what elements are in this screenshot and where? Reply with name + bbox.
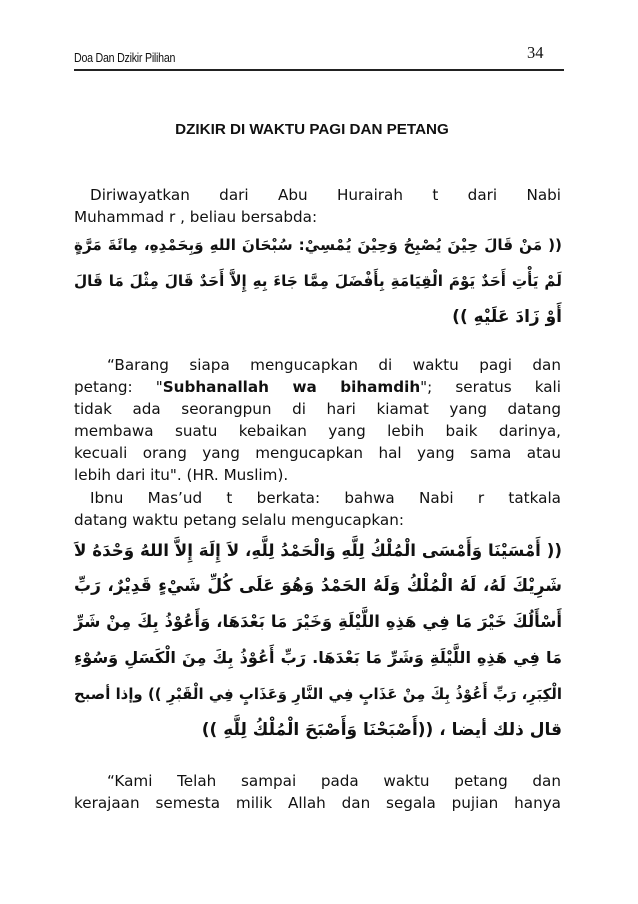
- translation2-paragraph: [74, 770, 561, 814]
- arabic-line: (( أَمْسَيْنَا وَأَمْسَى الْمُلْكُ لِلَّهِ وَالْحَمْدُ لِلَّهِ، لاَ إِلَهَ إِلاَّ اللهُ وَحْدَهُ لاَ: [74, 540, 562, 560]
- intro-line: Diriwayatkan dari Abu Hurairah t dari Nabi: [90, 186, 561, 204]
- translation-line: [74, 376, 561, 398]
- page-number: 34: [527, 43, 544, 62]
- hadith2-arabic: [74, 532, 562, 748]
- dhikr-phrase: Subhanallah wa bihamdih: [162, 378, 421, 396]
- narration-line: datang waktu petang selalu mengucapkan:: [74, 511, 404, 529]
- running-header-title: Doa Dan Dzikir Pilihan: [74, 50, 176, 65]
- arabic-line: لَمْ يَأْتِ أَحَدٌ يَوْمَ الْقِيَامَةِ بِأَفْضَلَ مِمَّا جَاءَ بِهِ إِلاَّ أَحَدٌ قَالَ مِثْلَ مَا قَالَ: [74, 272, 562, 290]
- translation-line: kecuali orang yang mengucapkan hal yang sama atau: [74, 444, 561, 462]
- translation-line: “Barang siapa mengucapkan di waktu pagi dan: [107, 356, 561, 374]
- narration-line: Ibnu Mas’ud t berkata: bahwa Nabi r tatkala: [90, 489, 561, 507]
- section-title: DZIKIR DI WAKTU PAGI DAN PETANG: [175, 121, 449, 138]
- text-fragment: petang: ": [74, 378, 163, 396]
- hadith1-arabic: [74, 227, 562, 335]
- translation-line: membawa suatu kebaikan yang lebih baik darinya,: [74, 422, 561, 440]
- text-fragment: "; seratus kali: [420, 378, 561, 396]
- header-rule: [74, 69, 564, 71]
- arabic-line: الْكِبَرِ، رَبِّ أَعُوْذُ بِكَ مِنْ عَذَابٍ فِي النَّارِ وَعَذَابٍ فِي الْقَبْرِ )) وإذا أصبح: [74, 685, 562, 703]
- translation-line: tidak ada seorangpun di hari kiamat yang datang: [74, 400, 561, 418]
- intro-paragraph: [74, 184, 561, 228]
- arabic-line: قال ذلك أيضا ، ((أَصْبَحْنَا وَأَصْبَحَ الْمُلْكُ لِلَّهِ )): [201, 720, 562, 740]
- translation-line: “Kami Telah sampai pada waktu petang dan: [107, 772, 561, 790]
- intro-line: Muhammad r , beliau bersabda:: [74, 208, 318, 226]
- arabic-line: أَوْ زَادَ عَلَيْهِ )): [452, 307, 562, 327]
- arabic-line: شَرِيْكَ لَهُ، لَهُ الْمُلْكُ وَلَهُ الحَمْدُ وَهُوَ عَلَى كُلِّ شَيْءٍ قَدِيْرٌ، رَبِّ: [74, 576, 562, 596]
- translation1-paragraph: [74, 354, 561, 486]
- arabic-line: (( مَنْ قَالَ حِيْنَ يُصْبِحُ وَحِيْنَ يُمْسِيْ: سُبْحَانَ اللهِ وَبِحَمْدِهِ، مِائَةَ مَرَّةٍ: [74, 236, 562, 254]
- translation-line: kerajaan semesta milik Allah dan segala pujian hanya: [74, 794, 561, 812]
- narration2-paragraph: [74, 487, 561, 531]
- arabic-line: أَسْأَلُكَ خَيْرَ مَا فِي هَذِهِ اللَّيْلَةِ وَخَيْرَ مَا بَعْدَهَا، وَأَعُوْذُ بِكَ مِنْ شَرِّ: [74, 612, 562, 631]
- translation-line: lebih dari itu". (HR. Muslim).: [74, 466, 289, 484]
- arabic-line: مَا فِي هَذِهِ اللَّيْلَةِ وَشَرِّ مَا بَعْدَهَا. رَبِّ أَعُوْذُ بِكَ مِنَ الْكَسَلِ وَسُوْءِ: [74, 648, 562, 667]
